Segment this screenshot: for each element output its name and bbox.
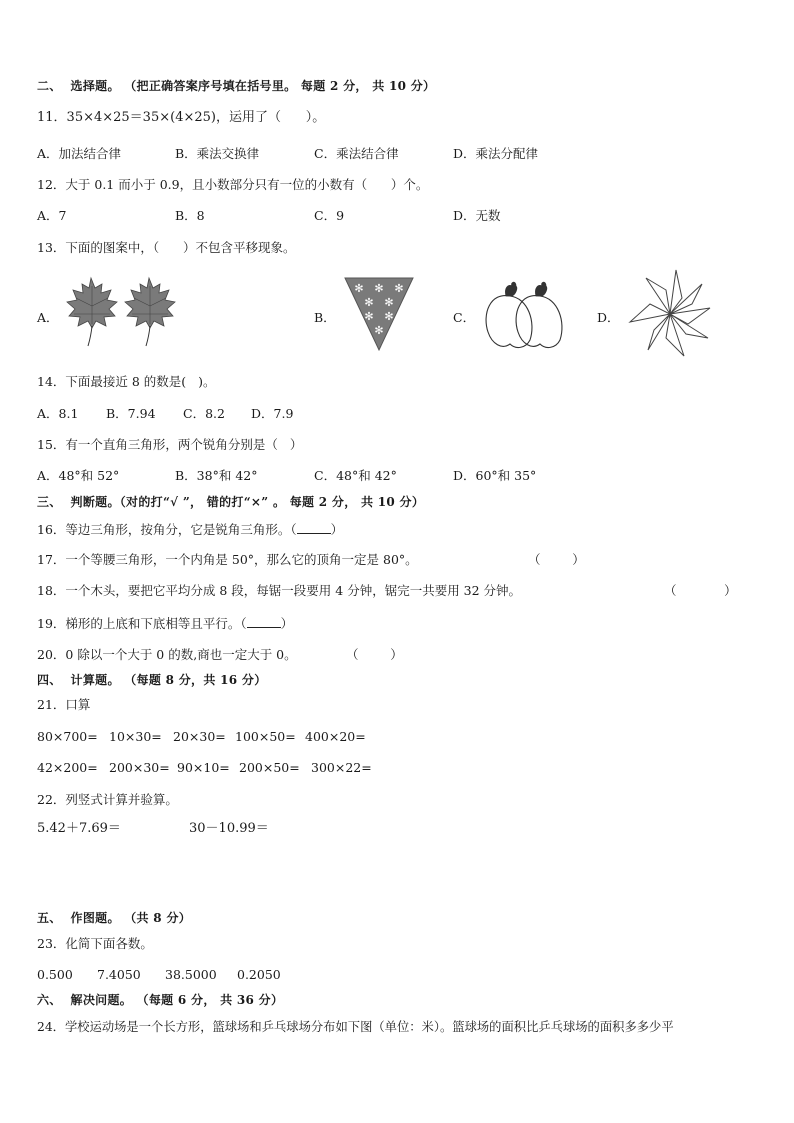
question-23-stem: 23．化简下面各数。 <box>37 936 153 951</box>
question-11-stem: 11．35×4×25＝35×(4×25)，运用了（ ）。 <box>37 110 326 125</box>
question-17-stem: 17．一个等腰三角形，一个内角是 50°，那么它的顶角一定是 80°。 <box>37 552 418 567</box>
section-3-heading: 三、 判断题。（对的打“√ ”， 错的打“×” 。 每题 2 分， 共 10 分） <box>37 495 425 509</box>
q21-item: 42×200= <box>37 760 98 775</box>
q14-option-c: C．8.2 <box>183 406 225 421</box>
section-6-heading: 六、 解决问题。 （每题 6 分， 共 36 分） <box>37 993 284 1007</box>
q16-stem: 16．等边三角形，按角分，它是锐角三角形。（ <box>37 522 297 537</box>
q12-option-c: C．9 <box>314 208 345 223</box>
q22-item: 30－10.99＝ <box>189 821 269 836</box>
q21-item: 400×20= <box>305 729 366 744</box>
q23-item: 0.500 <box>37 967 73 982</box>
svg-text:✻: ✻ <box>384 296 394 309</box>
q13-label-d: D． <box>597 310 620 325</box>
q11-option-d: D．乘法分配律 <box>453 146 539 161</box>
q15-option-a: A．48°和 52° <box>37 468 120 483</box>
question-22-stem: 22．列竖式计算并验算。 <box>37 792 178 807</box>
q13-label-b: B． <box>314 310 336 325</box>
svg-text:✻: ✻ <box>364 310 374 323</box>
question-20-stem: 20．0 除以一个大于 0 的数,商也一定大于 0。 <box>37 647 297 662</box>
question-19 <box>37 615 293 632</box>
q19-answer-blank[interactable] <box>247 615 281 628</box>
q12-option-b: B．8 <box>175 208 205 223</box>
question-13-stem: 13．下面的图案中，（ ）不包含平移现象。 <box>37 240 296 255</box>
q14-option-d: D．7.9 <box>251 406 294 421</box>
question-21-stem: 21．口算 <box>37 697 91 712</box>
q13-label-c: C． <box>453 310 476 325</box>
q23-item: 38.5000 <box>165 967 217 982</box>
q23-item: 7.4050 <box>97 967 141 982</box>
q16-answer-blank[interactable] <box>297 521 331 534</box>
question-18-stem: 18．一个木头，要把它平均分成 8 段，每锯一段要用 4 分钟，锯完一共要用 32 分钟。 <box>37 583 522 598</box>
svg-text:✻: ✻ <box>354 282 364 295</box>
q12-option-a: A．7 <box>37 208 67 223</box>
svg-text:✻: ✻ <box>364 296 374 309</box>
q21-item: 100×50= <box>235 729 296 744</box>
q22-item: 5.42＋7.69＝ <box>37 821 121 836</box>
question-12-stem: 12．大于 0.1 而小于 0.9，且小数部分只有一位的小数有（ ）个。 <box>37 177 429 192</box>
pinwheel-figure <box>626 268 714 360</box>
q11-option-a: A．加法结合律 <box>37 146 122 161</box>
q19-stem: 19．梯形的上底和下底相等且平行。（ <box>37 616 247 631</box>
q11-option-b: B．乘法交换律 <box>175 146 260 161</box>
question-14-stem: 14．下面最接近 8 的数是( )。 <box>37 374 216 389</box>
q14-option-b: B．7.94 <box>106 406 156 421</box>
q15-option-d: D．60°和 35° <box>453 468 537 483</box>
q14-option-a: A．8.1 <box>37 406 79 421</box>
svg-text:✻: ✻ <box>374 282 384 295</box>
svg-text:✻: ✻ <box>394 282 404 295</box>
q21-item: 90×10= <box>177 760 230 775</box>
svg-text:✻: ✻ <box>374 324 384 337</box>
q15-option-c: C．48°和 42° <box>314 468 397 483</box>
two-hearts-figure <box>480 278 578 354</box>
question-15-stem: 15．有一个直角三角形，两个锐角分别是（ ） <box>37 437 303 452</box>
q15-option-b: B．38°和 42° <box>175 468 258 483</box>
svg-text:✻: ✻ <box>384 310 394 323</box>
q21-item: 20×30= <box>173 729 226 744</box>
q23-item: 0.2050 <box>237 967 281 982</box>
q21-item: 200×30= <box>109 760 170 775</box>
q12-option-d: D．无数 <box>453 208 501 223</box>
section-5-heading: 五、 作图题。 （共 8 分） <box>37 911 192 925</box>
q11-option-c: C．乘法结合律 <box>314 146 399 161</box>
q21-item: 10×30= <box>109 729 162 744</box>
maple-leaves-figure <box>62 276 180 348</box>
question-24-stem: 24．学校运动场是一个长方形，篮球场和乒乓球场分布如下图（单位：米）。篮球场的面积比乒乓球场的面积多多少平 <box>37 1020 674 1034</box>
q19-close: ） <box>280 616 294 631</box>
q13-label-a: A． <box>37 310 59 325</box>
q18-answer-paren[interactable]: （ ） <box>664 583 737 598</box>
q20-answer-paren[interactable]: （ ） <box>346 647 403 662</box>
q21-item: 200×50= <box>239 760 300 775</box>
q21-item: 80×700= <box>37 729 98 744</box>
section-4-heading: 四、 计算题。 （每题 8 分，共 16 分） <box>37 673 267 687</box>
q17-answer-paren[interactable]: （ ） <box>528 552 585 567</box>
question-16 <box>37 521 343 538</box>
q16-close: ） <box>330 522 344 537</box>
triangle-flowers-figure <box>343 276 415 352</box>
section-2-heading: 二、 选择题。 （把正确答案序号填在括号里。 每题 2 分， 共 10 分） <box>37 79 436 93</box>
q21-item: 300×22= <box>311 760 372 775</box>
